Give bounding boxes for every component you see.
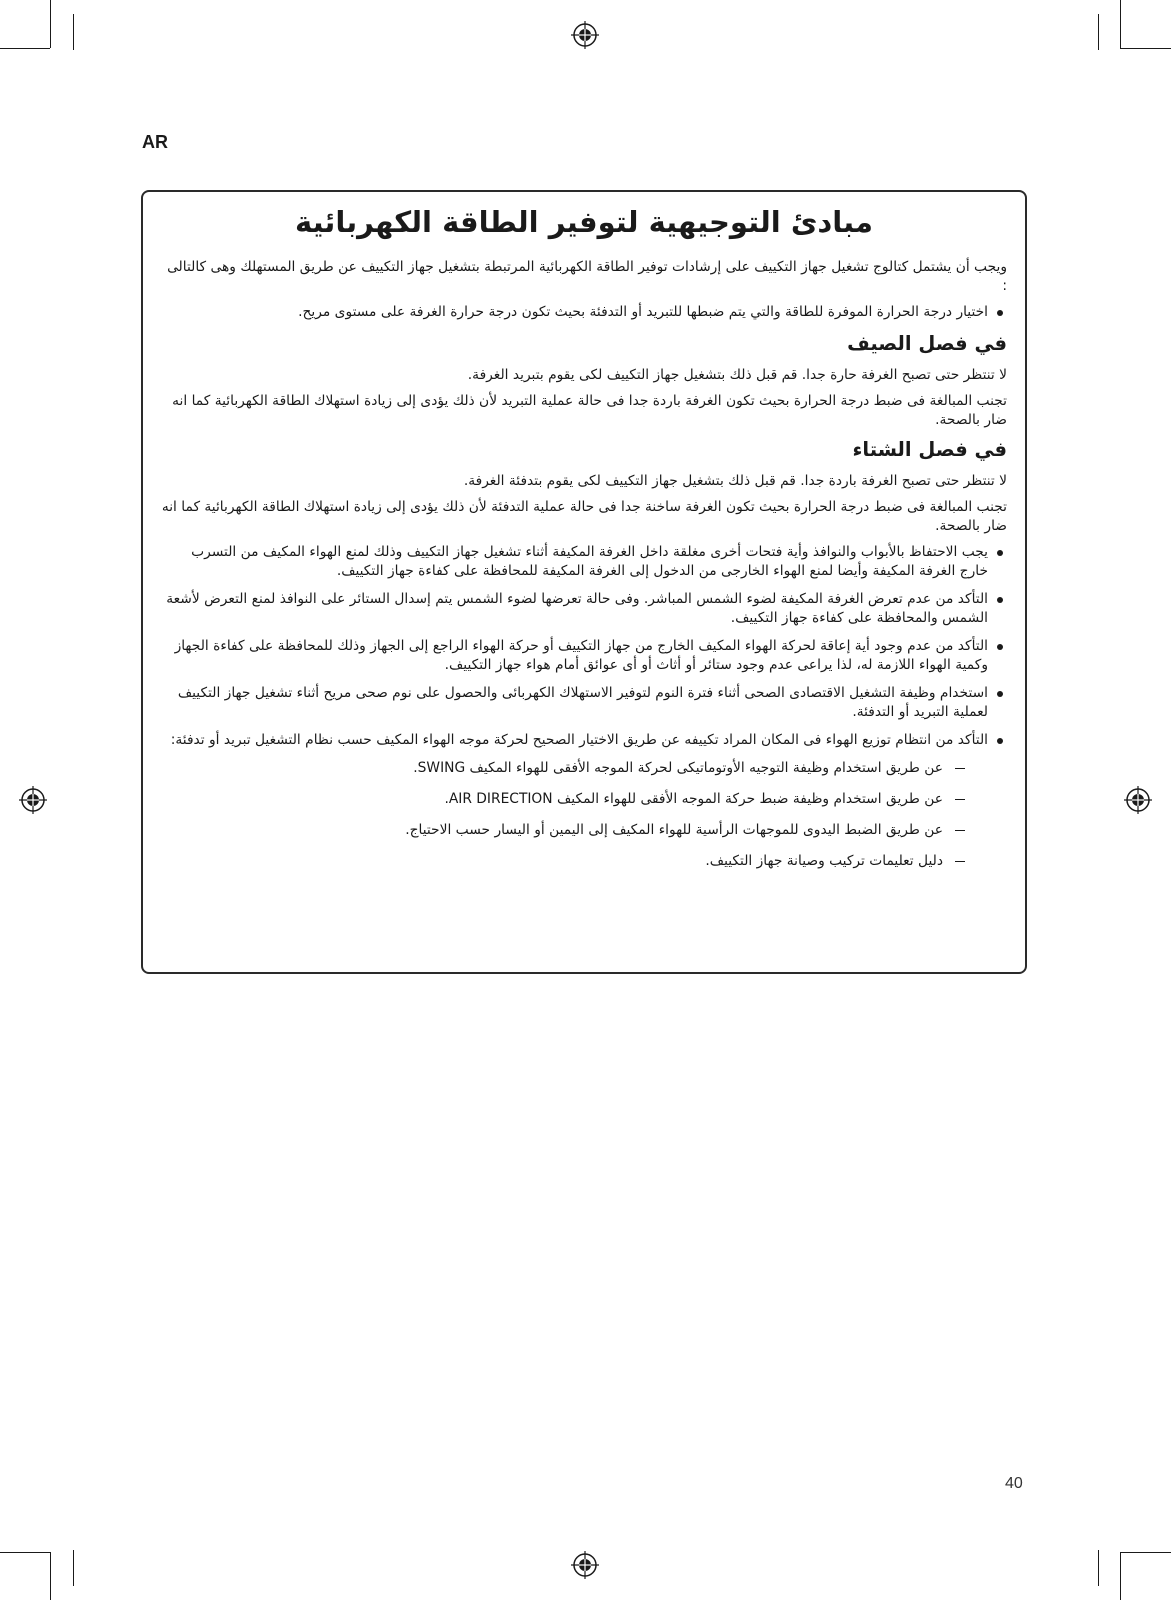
crop-mark [73, 1550, 74, 1586]
page-number: 40 [1005, 1475, 1023, 1492]
summer-paragraph: تجنب المبالغة فى ضبط درجة الحرارة بحيث تكون الغرفة باردة جدا فى حالة عملية التبريد لأن ذلك يؤدى إلى زيادة استهلاك الطاقة الكهربائية كما انه ضار بالصحة. [172, 393, 1007, 428]
crop-mark [0, 48, 50, 49]
list-item: عن طريق الضبط اليدوى للموجهات الرأسية للهواء المكيف إلى اليمين أو اليسار حسب الاحتياج. [161, 821, 967, 840]
crop-mark [0, 1552, 50, 1553]
crop-mark [1098, 1550, 1099, 1586]
list-item: اختيار درجة الحرارة الموفرة للطاقة والتي يتم ضبطها للتبريد أو التدفئة بحيث تكون درجة حرارة الغرفة على مستوى مريح. [161, 303, 1007, 322]
tips-bullet-list [161, 543, 1007, 750]
list-item: عن طريق استخدام وظيفة التوجيه الأوتوماتيكى لحركة الموجه الأفقى للهواء المكيف SWING. [161, 759, 967, 778]
list-item: يجب الاحتفاظ بالأبواب والنوافذ وأية فتحات أخرى مغلقة داخل الغرفة المكيفة أثناء تشغيل جهاز التكييف وذلك لمنع الهواء المكيف من التسرب خارج الغرفة المكيفة وأيضا لمنع الهواء الخارجى من الدخول إلى الغرفة المكيفة للمحافظة على كفاءة جهاز التكييف. [161, 543, 1007, 581]
crop-mark [1120, 48, 1171, 49]
intro-paragraph: ويجب أن يشتمل كتالوج تشغيل جهاز التكييف على إرشادات توفير الطاقة الكهربائية المرتبطة بتشغيل جهاز التكييف عن طريق المستهلك وهى كالتالى : [167, 259, 1007, 294]
list-item: استخدام وظيفة التشغيل الاقتصادى الصحى أثناء فترة النوم لتوفير الاستهلاك الكهربائى والحصول على نوم صحى مريح أثناء تشغيل جهاز التكييف لعملية التبريد أو التدفئة. [161, 684, 1007, 722]
crop-mark [1120, 1552, 1121, 1600]
content-box [141, 190, 1027, 974]
airflow-sub-list [161, 759, 1007, 871]
crop-mark [73, 14, 74, 50]
summer-paragraph: لا تنتظر حتى تصبح الغرفة حارة جدا. قم قبل ذلك بتشغيل جهاز التكييف لكى يقوم بتبريد الغرفة. [467, 367, 1007, 383]
section-heading-summer: في فصل الصيف [847, 332, 1007, 355]
list-item: التأكد من عدم وجود أية إعاقة لحركة الهواء المكيف الخارج من جهاز التكييف أو حركة الهواء الراجع إلى الجهاز وذلك للمحافظة على كفاءة الجهاز وكمية الهواء اللازمة له، لذا يراعى عدم وجود ستائر أو أثاث أو أى عوائق أمام هواء جهاز التكييف. [161, 637, 1007, 675]
registration-mark-icon [1124, 786, 1152, 814]
registration-mark-icon [571, 21, 599, 49]
crop-mark [50, 1552, 51, 1600]
winter-paragraph: لا تنتظر حتى تصبح الغرفة باردة جدا. قم قبل ذلك بتشغيل جهاز التكييف لكى يقوم بتدفئة الغرفة. [463, 473, 1007, 489]
crop-mark [1120, 1552, 1171, 1553]
page-title: مبادئ التوجيهية لتوفير الطاقة الكهربائية [295, 205, 873, 239]
crop-mark [1120, 0, 1121, 48]
intro-bullet-list [161, 303, 1007, 322]
list-item: التأكد من عدم تعرض الغرفة المكيفة لضوء الشمس المباشر. وفى حالة تعرضها لضوء الشمس يتم إسدال الستائر على النوافذ لمنع التعرض لأشعة الشمس والمحافظة على كفاءة جهاز التكييف. [161, 590, 1007, 628]
language-tag: AR [142, 132, 168, 152]
winter-paragraph: تجنب المبالغة فى ضبط درجة الحرارة بحيث تكون الغرفة ساخنة جدا فى حالة عملية التدفئة لأن ذلك يؤدى إلى زيادة استهلاك الطاقة الكهربائية كما انه ضار بالصحة. [161, 499, 1007, 534]
crop-mark [1098, 14, 1099, 50]
crop-mark [50, 0, 51, 48]
section-heading-winter: في فصل الشتاء [852, 438, 1007, 461]
list-item: التأكد من انتظام توزيع الهواء فى المكان المراد تكييفه عن طريق الاختيار الصحيح لحركة موجه الهواء المكيف حسب نظام التشغيل تبريد أو تدفئة: [161, 731, 1007, 750]
list-item: عن طريق استخدام وظيفة ضبط حركة الموجه الأفقى للهواء المكيف AIR DIRECTION. [161, 790, 967, 809]
registration-mark-icon [571, 1551, 599, 1579]
registration-mark-icon [19, 786, 47, 814]
list-item: دليل تعليمات تركيب وصيانة جهاز التكييف. [161, 852, 967, 871]
